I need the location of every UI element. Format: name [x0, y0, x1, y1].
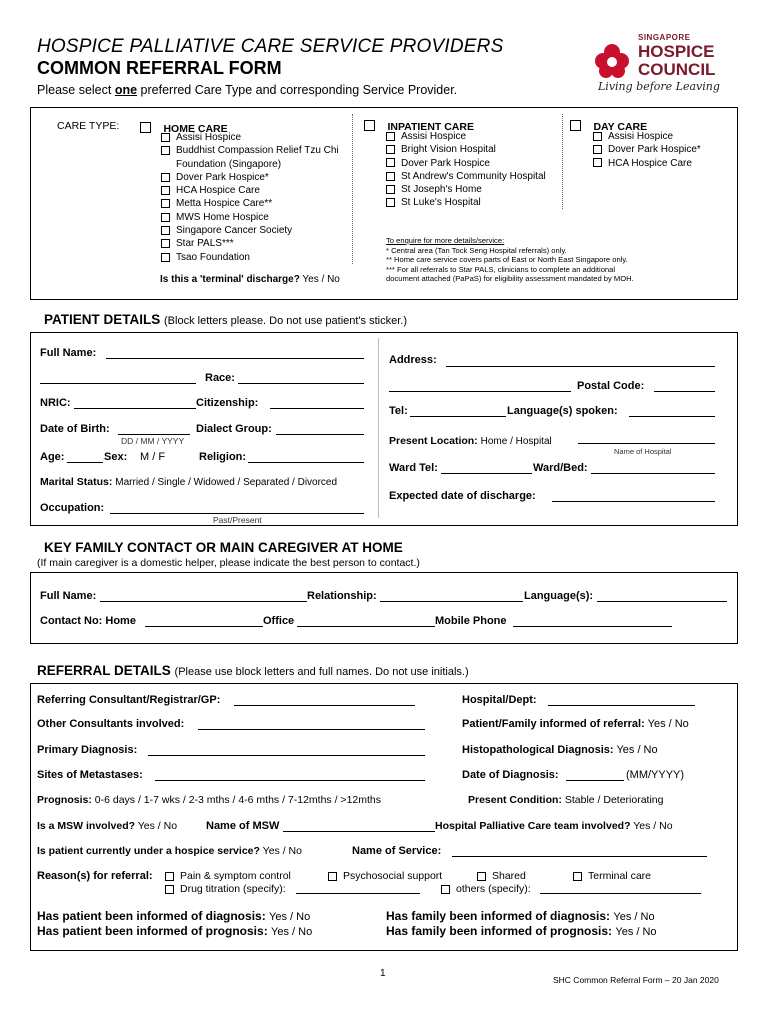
language-label: Language(s) spoken:: [507, 405, 618, 417]
occupation-field[interactable]: [110, 513, 364, 514]
contact-home-label: Contact No: Home: [40, 615, 136, 627]
family-name-label: Full Name:: [40, 590, 97, 602]
postal-code-label: Postal Code:: [577, 380, 645, 392]
day-provider-item[interactable]: HCA Hospice Care: [593, 157, 701, 170]
msw-involved[interactable]: Is a MSW involved? Yes / No: [37, 820, 178, 832]
relationship-field[interactable]: [380, 601, 523, 602]
informed-of-referral[interactable]: Patient/Family informed of referral: Yes / No: [462, 718, 689, 730]
contact-office-label: Office: [263, 615, 295, 627]
address-field[interactable]: [446, 366, 715, 367]
reason-shared[interactable]: Shared: [477, 870, 526, 882]
primary-diagnosis-label: Primary Diagnosis:: [37, 744, 138, 756]
form-id: SHC Common Referral Form – 20 Jan 2020: [553, 975, 719, 985]
home-provider-item[interactable]: HCA Hospice Care: [161, 184, 339, 197]
family-contact-heading: KEY FAMILY CONTACT OR MAIN CAREGIVER AT HOME: [44, 540, 403, 555]
patient-details-box: [30, 332, 738, 526]
patient-full-name-field[interactable]: [106, 358, 364, 359]
family-contact-box: [30, 572, 738, 644]
care-type-notes: To enquire for more details/service: * Central area (Tan Tock Seng Hospital referrals) only. ** Home care service covers parts of East or North East Singapore only. *** For all referrals to Star PALS, clinicians to complete an additional document attached (PaPaS) for eligibility assessment mandated by MOH.: [386, 236, 634, 284]
day-care-option[interactable]: DAY CARE: [570, 117, 647, 135]
home-care-option[interactable]: HOME CARE: [140, 119, 228, 137]
postal-code-field[interactable]: [654, 391, 715, 392]
dob-field[interactable]: [118, 434, 190, 435]
family-informed-diagnosis[interactable]: Has family been informed of diagnosis: Yes / No: [386, 909, 655, 923]
citizenship-label: Citizenship:: [196, 397, 259, 409]
expected-discharge-label: Expected date of discharge:: [389, 490, 536, 502]
histopathological-diagnosis[interactable]: Histopathological Diagnosis: Yes / No: [462, 744, 658, 756]
nric-label: NRIC:: [40, 397, 71, 409]
inpatient-provider-item[interactable]: St Joseph's Home: [386, 183, 546, 196]
address-label: Address:: [389, 354, 437, 366]
day-provider-item[interactable]: Dover Park Hospice*: [593, 143, 701, 156]
home-provider-item-cont: Foundation (Singapore): [176, 158, 282, 170]
contact-mobile-label: Mobile Phone: [435, 615, 507, 627]
inpatient-care-checkbox[interactable]: [364, 120, 375, 131]
inpatient-provider-item[interactable]: St Andrew's Community Hospital: [386, 170, 546, 183]
home-provider-item[interactable]: Assisi Hospice: [161, 131, 339, 144]
hospital-name-hint: Name of Hospital: [614, 447, 672, 456]
dialect-field[interactable]: [276, 434, 364, 435]
contact-mobile-field[interactable]: [513, 626, 672, 627]
reason-terminal[interactable]: Terminal care: [573, 870, 651, 882]
prognosis-options[interactable]: Prognosis: 0-6 days / 1-7 wks / 2-3 mths / 4-6 mths / 7-12mths / >12mths: [37, 794, 381, 806]
home-provider-item[interactable]: Star PALS***: [161, 237, 339, 250]
relationship-label: Relationship:: [307, 590, 377, 602]
divider: [562, 114, 563, 209]
hospital-dept-field[interactable]: [548, 705, 695, 706]
dob-format-hint: DD / MM / YYYY: [121, 436, 185, 446]
patient-full-name-field-2[interactable]: [40, 383, 196, 384]
referring-consultant-label: Referring Consultant/Registrar/GP:: [37, 694, 221, 706]
msw-name-field[interactable]: [283, 831, 435, 832]
family-languages-field[interactable]: [597, 601, 727, 602]
inpatient-provider-item[interactable]: St Luke's Hospital: [386, 196, 546, 209]
diagnosis-date-field[interactable]: [566, 780, 624, 781]
citizenship-field[interactable]: [270, 408, 364, 409]
occupation-hint: Past/Present: [213, 515, 262, 525]
home-provider-item[interactable]: Metta Hospice Care**: [161, 197, 339, 210]
divider: [352, 114, 353, 264]
marital-status[interactable]: Marital Status: Married / Single / Widowed / Separated / Divorced: [40, 476, 338, 488]
service-name-field[interactable]: [452, 856, 707, 857]
present-condition[interactable]: Present Condition: Stable / Deteriorating: [468, 794, 664, 806]
others-field[interactable]: [540, 893, 701, 894]
reason-psychosocial[interactable]: Psychosocial support: [328, 870, 442, 882]
inpatient-provider-item[interactable]: Assisi Hospice: [386, 130, 546, 143]
dob-label: Date of Birth:: [40, 423, 110, 435]
family-contact-note: (If main caregiver is a domestic helper, please indicate the best person to contact.): [37, 557, 420, 569]
hpc-team-involved[interactable]: Hospital Palliative Care team involved? Yes / No: [435, 820, 673, 832]
family-languages-label: Language(s):: [524, 590, 594, 602]
contact-office-field[interactable]: [297, 626, 435, 627]
flower-logo-icon: [592, 41, 632, 81]
referral-details-heading: REFERRAL DETAILS (Please use block letters and full names. Do not use initials.): [37, 663, 469, 678]
ward-tel-field[interactable]: [441, 473, 532, 474]
expected-discharge-field[interactable]: [552, 501, 715, 502]
day-care-providers: [593, 130, 701, 170]
form-title-line1: HOSPICE PALLIATIVE CARE SERVICE PROVIDERS: [37, 36, 504, 57]
religion-label: Religion:: [199, 451, 247, 463]
primary-diagnosis-field[interactable]: [148, 755, 425, 756]
inpatient-provider-item[interactable]: Bright Vision Hospital: [386, 143, 546, 156]
hospital-name-field[interactable]: [578, 443, 715, 444]
age-label: Age:: [40, 451, 65, 463]
diagnosis-date-format: (MM/YYYY): [626, 769, 685, 781]
divider: [378, 338, 379, 518]
family-informed-prognosis[interactable]: Has family been informed of prognosis: Yes / No: [386, 924, 657, 938]
patient-informed-diagnosis[interactable]: Has patient been informed of diagnosis: Yes / No: [37, 909, 311, 923]
inpatient-provider-item[interactable]: Dover Park Hospice: [386, 157, 546, 170]
day-care-checkbox[interactable]: [570, 120, 581, 131]
terminal-discharge-question[interactable]: Is this a 'terminal' discharge? Yes / No: [160, 274, 340, 285]
ward-bed-label: Ward/Bed:: [533, 462, 588, 474]
inpatient-providers: [386, 130, 546, 210]
language-field[interactable]: [629, 416, 715, 417]
home-provider-item[interactable]: Singapore Cancer Society: [161, 224, 339, 237]
sex-options[interactable]: M / F: [140, 451, 166, 463]
service-name-label: Name of Service:: [352, 845, 442, 857]
race-field[interactable]: [238, 383, 364, 384]
tel-label: Tel:: [389, 405, 408, 417]
reason-pain[interactable]: Pain & symptom control: [165, 870, 291, 882]
ward-tel-label: Ward Tel:: [389, 462, 438, 474]
inpatient-care-option[interactable]: INPATIENT CARE: [364, 117, 474, 135]
msw-name-label: Name of MSW: [206, 820, 280, 832]
reasons-label: Reason(s) for referral:: [37, 870, 153, 882]
home-provider-item[interactable]: Dover Park Hospice*: [161, 171, 339, 184]
hospice-council-logo: SINGAPORE HOSPICE COUNCIL Living before Leaving: [592, 33, 732, 98]
home-provider-item[interactable]: MWS Home Hospice: [161, 211, 339, 224]
hospital-dept-label: Hospital/Dept:: [462, 694, 537, 706]
patient-informed-prognosis[interactable]: Has patient been informed of prognosis: Yes / No: [37, 924, 313, 938]
metastases-field[interactable]: [155, 780, 425, 781]
other-consultants-label: Other Consultants involved:: [37, 718, 185, 730]
drug-titration-field[interactable]: [296, 893, 420, 894]
religion-field[interactable]: [248, 462, 364, 463]
address-field-2[interactable]: [389, 391, 571, 392]
page-number: 1: [380, 968, 386, 979]
present-location[interactable]: Present Location: Home / Hospital: [389, 435, 552, 447]
referring-consultant-field[interactable]: [234, 705, 415, 706]
home-provider-item[interactable]: Tsao Foundation: [161, 251, 339, 264]
home-care-providers: [161, 131, 339, 264]
form-title-line2: COMMON REFERRAL FORM: [37, 58, 282, 78]
home-care-checkbox[interactable]: [140, 122, 151, 133]
care-type-label: CARE TYPE:: [57, 120, 120, 132]
sex-label: Sex:: [104, 451, 128, 463]
family-name-field[interactable]: [100, 601, 307, 602]
tel-field[interactable]: [410, 416, 506, 417]
reason-drug-titration[interactable]: Drug titration (specify):: [165, 883, 286, 895]
nric-field[interactable]: [74, 408, 196, 409]
age-field[interactable]: [67, 462, 103, 463]
diagnosis-date-label: Date of Diagnosis:: [462, 769, 559, 781]
dialect-label: Dialect Group:: [196, 423, 272, 435]
form-subtitle: Please select one preferred Care Type and corresponding Service Provider.: [37, 83, 458, 97]
home-provider-item[interactable]: Buddhist Compassion Relief Tzu Chi: [161, 144, 339, 157]
race-label: Race:: [205, 372, 235, 384]
patient-details-heading: PATIENT DETAILS (Block letters please. Do not use patient's sticker.): [44, 312, 408, 327]
occupation-label: Occupation:: [40, 502, 105, 514]
ward-bed-field[interactable]: [591, 473, 715, 474]
contact-home-field[interactable]: [145, 626, 263, 627]
other-consultants-field[interactable]: [198, 729, 425, 730]
day-provider-item[interactable]: Assisi Hospice: [593, 130, 701, 143]
patient-full-name-label: Full Name:: [40, 347, 97, 359]
metastases-label: Sites of Metastases:: [37, 769, 143, 781]
reason-others[interactable]: others (specify):: [441, 883, 531, 895]
hospice-service-question[interactable]: Is patient currently under a hospice service? Yes / No: [37, 845, 302, 857]
